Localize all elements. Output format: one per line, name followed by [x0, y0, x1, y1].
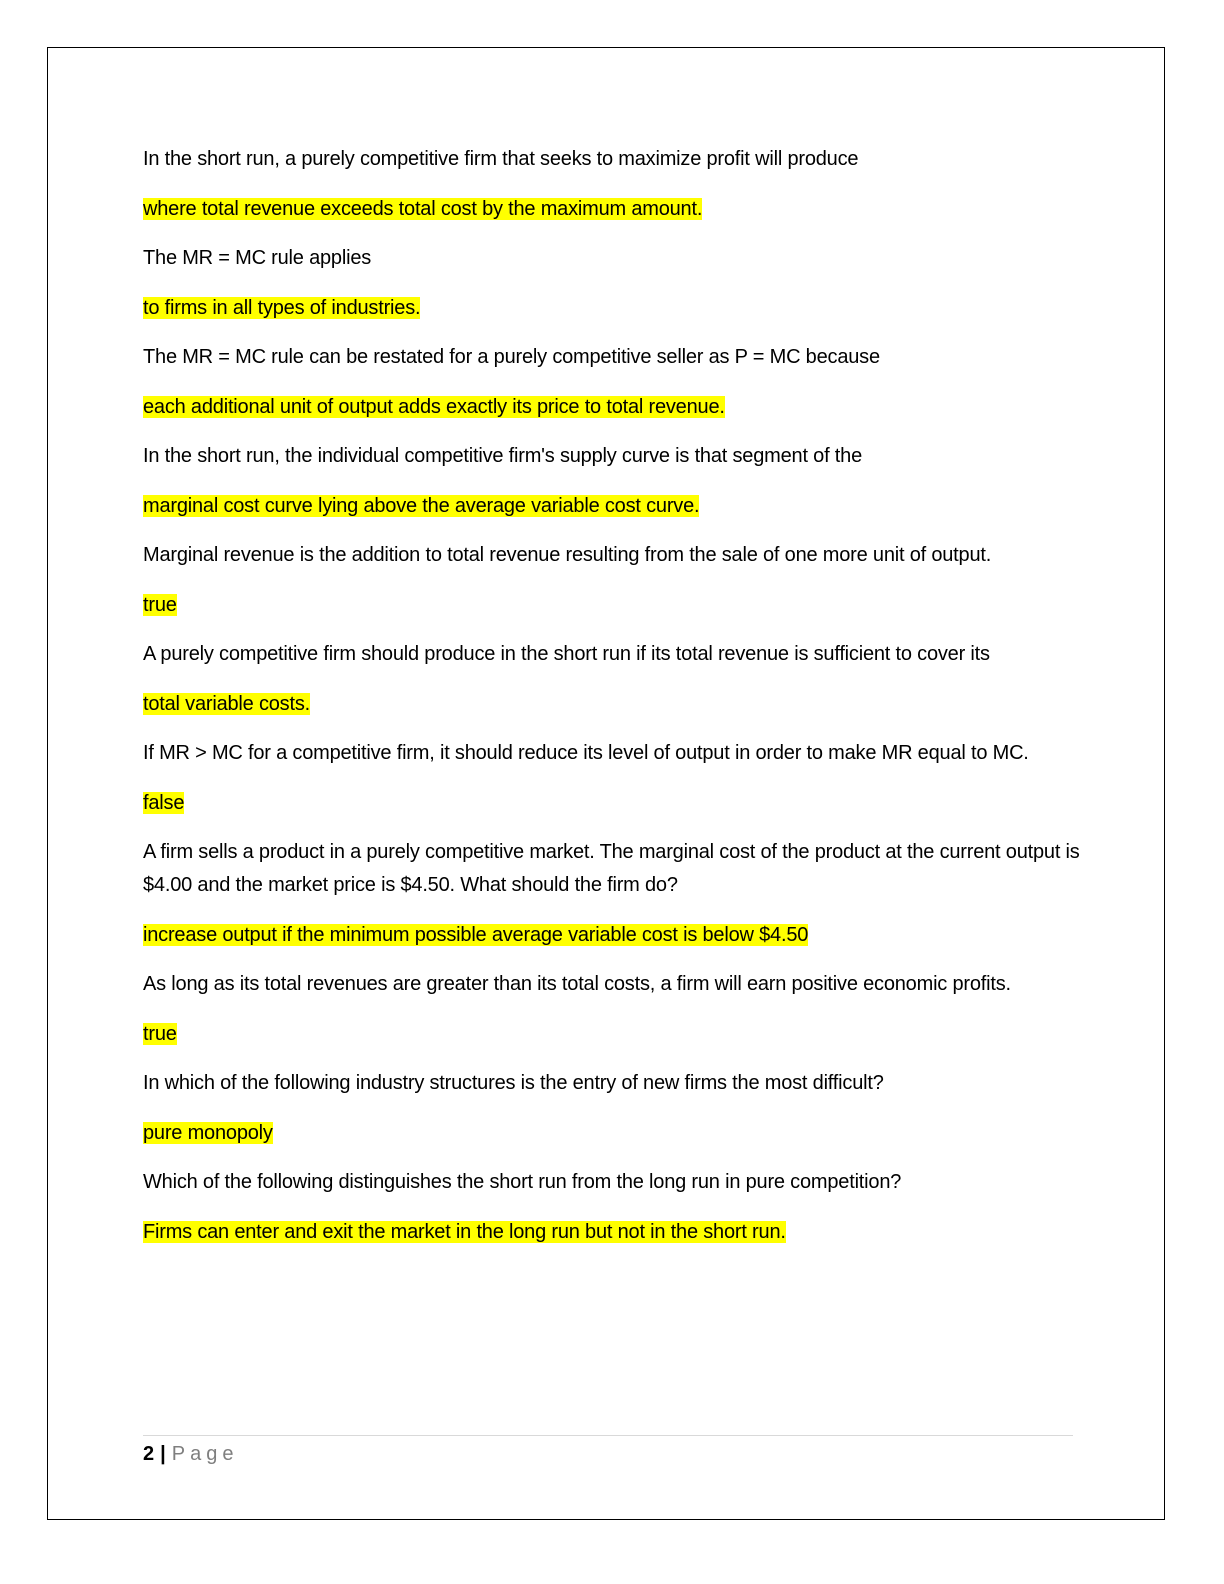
answer-text: total variable costs.	[143, 692, 310, 715]
question-text: Marginal revenue is the addition to total revenue resulting from the sale of one more unit of output.	[143, 544, 992, 566]
answer-text: each additional unit of output adds exactly its price to total revenue.	[143, 395, 725, 418]
question-text: A purely competitive firm should produce in the short run if its total revenue is sufficient to cover its	[143, 643, 990, 665]
question-text: In the short run, the individual competitive firm's supply curve is that segment of the	[143, 445, 862, 467]
question-text: In the short run, a purely competitive firm that seeks to maximize profit will produce	[143, 148, 859, 170]
question-text: The MR = MC rule can be restated for a purely competitive seller as P = MC because	[143, 346, 880, 368]
footer-divider	[143, 1435, 1073, 1436]
answer-text: increase output if the minimum possible average variable cost is below $4.50	[143, 923, 809, 946]
question-text: A firm sells a product in a purely competitive market. The marginal cost of the product at the current output is $4.00 and the market price is $4.50. What should the firm do?	[143, 841, 1080, 896]
answer-text: where total revenue exceeds total cost by the maximum amount.	[143, 197, 703, 220]
answer-text: Firms can enter and exit the market in the long run but not in the short run.	[143, 1220, 786, 1243]
question-text: If MR > MC for a competitive firm, it should reduce its level of output in order to make MR equal to MC.	[143, 742, 1029, 764]
question-text: As long as its total revenues are greater than its total costs, a firm will earn positive economic profits.	[143, 973, 1011, 995]
document-body	[143, 143, 1083, 1265]
question-text: Which of the following distinguishes the short run from the long run in pure competition?	[143, 1171, 902, 1193]
question-text: In which of the following industry structures is the entry of new firms the most difficult?	[143, 1072, 884, 1094]
answer-text: marginal cost curve lying above the average variable cost curve.	[143, 494, 700, 517]
answer-text: true	[143, 1022, 177, 1045]
page-footer	[143, 1440, 238, 1468]
question-text: The MR = MC rule applies	[143, 247, 372, 269]
answer-text: true	[143, 593, 177, 616]
answer-text: to firms in all types of industries.	[143, 296, 421, 319]
answer-text: pure monopoly	[143, 1121, 273, 1144]
page-label: Page	[171, 1443, 239, 1465]
footer-separator: |	[160, 1443, 166, 1465]
page-number: 2	[143, 1443, 155, 1465]
answer-text: false	[143, 791, 185, 814]
